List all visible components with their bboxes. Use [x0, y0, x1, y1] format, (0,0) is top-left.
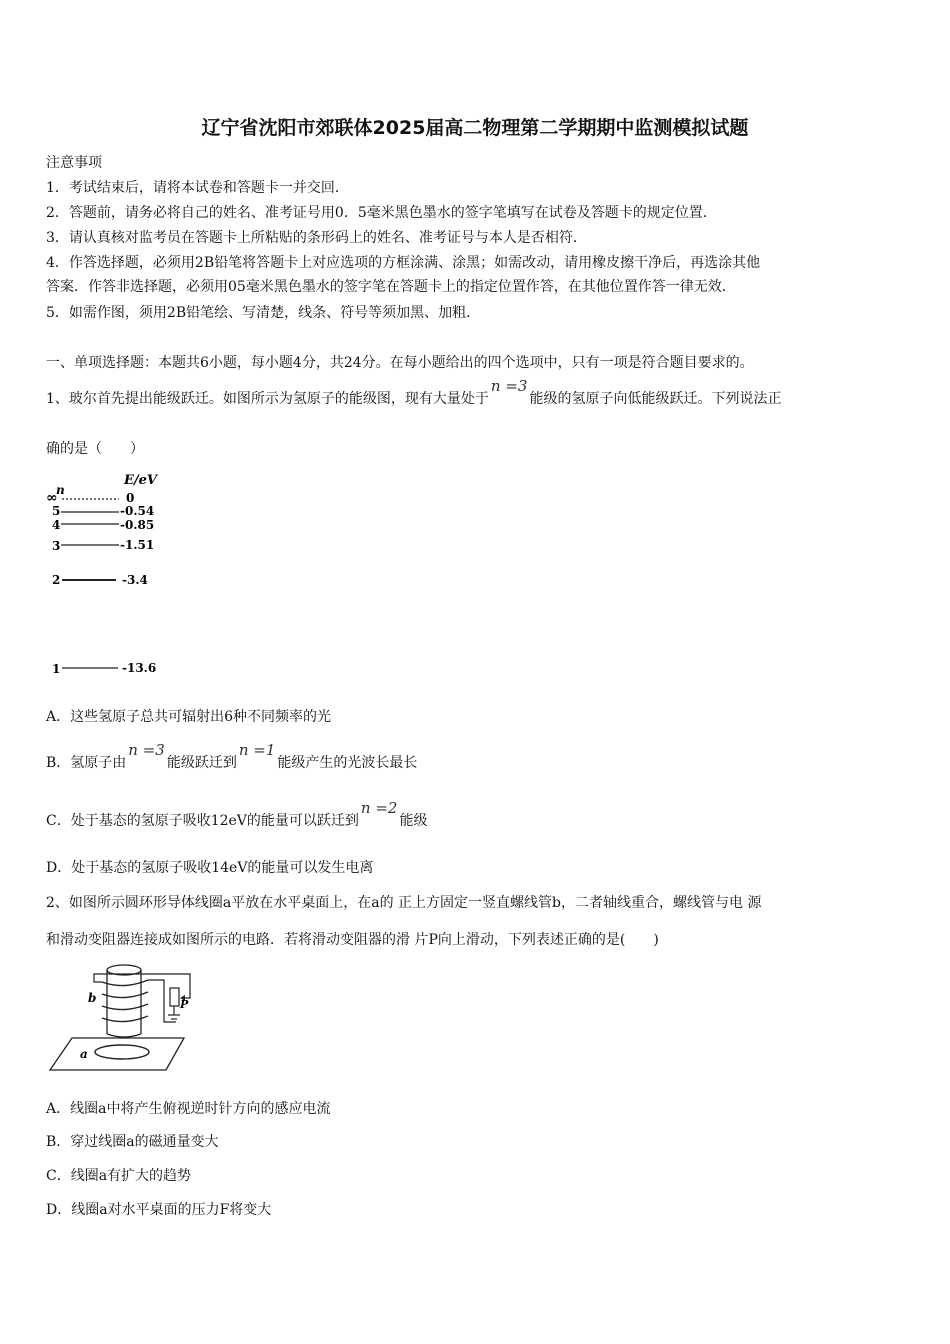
- level-energy-1: -13.6: [122, 661, 157, 675]
- inf-label: ∞: [46, 490, 58, 506]
- q1-stem-part2: 能级的氢原子向低能级跃迁。下列说法正: [529, 391, 782, 407]
- axis-label: E/eV: [124, 473, 158, 488]
- level-energy-inf: 0: [126, 491, 135, 505]
- q1-option-b-pre: B．氢原子由: [46, 755, 127, 771]
- level-n-1: 1: [52, 662, 61, 676]
- coil-a: [95, 1045, 149, 1059]
- level-n-3: 3: [52, 539, 61, 553]
- solenoid-coil-diagram: [44, 960, 194, 1078]
- q2-option-b: B．穿过线圈a的磁通量变大: [46, 1134, 219, 1150]
- notice-item: 3．请认真核对监考员在答题卡上所粘贴的条形码上的姓名、准考证号与本人是否相符．: [46, 230, 587, 246]
- level-n-5: 5: [52, 504, 61, 518]
- label-a: a: [80, 1047, 88, 1061]
- level-energy-3: -1.51: [120, 538, 155, 552]
- notice-item: 2．答题前，请务必将自己的姓名、准考证号用0．5毫米黑色墨水的签字笔填写在试卷及答题卡的规定位置．: [46, 205, 717, 221]
- n-label: n: [56, 483, 65, 497]
- notice-item: 4．作答选择题，必须用2B铅笔将答题卡上对应选项的方框涂满、涂黑；如需改动，请用橡皮擦干净后，再选涂其他: [46, 255, 761, 271]
- label-b: b: [88, 991, 97, 1005]
- level-energy-5: -0.54: [120, 504, 155, 518]
- circuit-wires: [94, 974, 190, 1022]
- q1-option-b: [46, 741, 418, 772]
- solenoid-b: [102, 965, 148, 1037]
- notice-heading: 注意事项: [46, 155, 102, 171]
- q1-option-c-post: 能级: [399, 813, 428, 829]
- notice-item: 1．考试结束后，请将本试卷和答题卡一并交回．: [46, 180, 349, 196]
- page-title: 辽宁省沈阳市郊联体2025届高二物理第二学期期中监测模拟试题: [201, 117, 749, 139]
- level-n-2: 2: [52, 573, 61, 587]
- q1-option-b-n1: n =1: [238, 741, 276, 759]
- level-n-4: 4: [52, 518, 61, 532]
- level-energy-4: -0.85: [120, 518, 155, 532]
- q1-option-a: A．这些氢原子总共可辐射出6种不同频率的光: [46, 709, 332, 725]
- table-surface: [50, 1038, 184, 1070]
- q2-stem-line1: 2、如图所示圆环形导体线圈a平放在水平桌面上，在a的 正上方固定一竖直螺线管b，二者轴线重合，螺线管与电 源: [46, 895, 762, 911]
- q1-option-c-n2: n =2: [360, 799, 398, 817]
- q1-option-b-post: 能级产生的光波长最长: [277, 755, 418, 771]
- notice-item: 答案．作答非选择题，必须用05毫米黑色墨水的签字笔在答题卡上的指定位置作答，在其他位置作答一律无效．: [46, 279, 736, 295]
- q2-stem-line2: 和滑动变阻器连接成如图所示的电路．若将滑动变阻器的滑 片P向上滑动，下列表述正确的是( ): [46, 932, 659, 948]
- q2-option-d: D．线圈a对水平桌面的压力F将变大: [46, 1202, 272, 1218]
- q1-option-c-pre: C．处于基态的氢原子吸收12eV的能量可以跃迁到: [46, 813, 359, 829]
- q1-option-c: [46, 799, 428, 830]
- level-energy-2: -3.4: [122, 573, 148, 587]
- q1-stem-line2: 确的是（ ）: [46, 441, 144, 457]
- section-heading: 一、单项选择题：本题共6小题，每小题4分，共24分。在每小题给出的四个选项中，只有一项是符合题目要求的。: [46, 355, 754, 371]
- q1-stem: [46, 377, 782, 408]
- q2-option-c: C．线圈a有扩大的趋势: [46, 1168, 192, 1184]
- notice-item: 5．如需作图，须用2B铅笔绘、写清楚，线条、符号等须加黑、加粗．: [46, 305, 481, 321]
- label-p: P: [180, 998, 189, 1011]
- q1-option-b-n3: n =3: [128, 741, 165, 759]
- q1-n3: n =3: [490, 377, 528, 395]
- energy-level-diagram: [44, 468, 184, 683]
- q1-stem-part1: 1、玻尔首先提出能级跃迁。如图所示为氢原子的能级图，现有大量处于: [46, 391, 489, 407]
- q2-option-a: A．线圈a中将产生俯视逆时针方向的感应电流: [46, 1101, 331, 1117]
- q1-option-d: D．处于基态的氢原子吸收14eV的能量可以发生电离: [46, 860, 374, 876]
- q1-option-b-mid: 能级跃迁到: [166, 755, 237, 771]
